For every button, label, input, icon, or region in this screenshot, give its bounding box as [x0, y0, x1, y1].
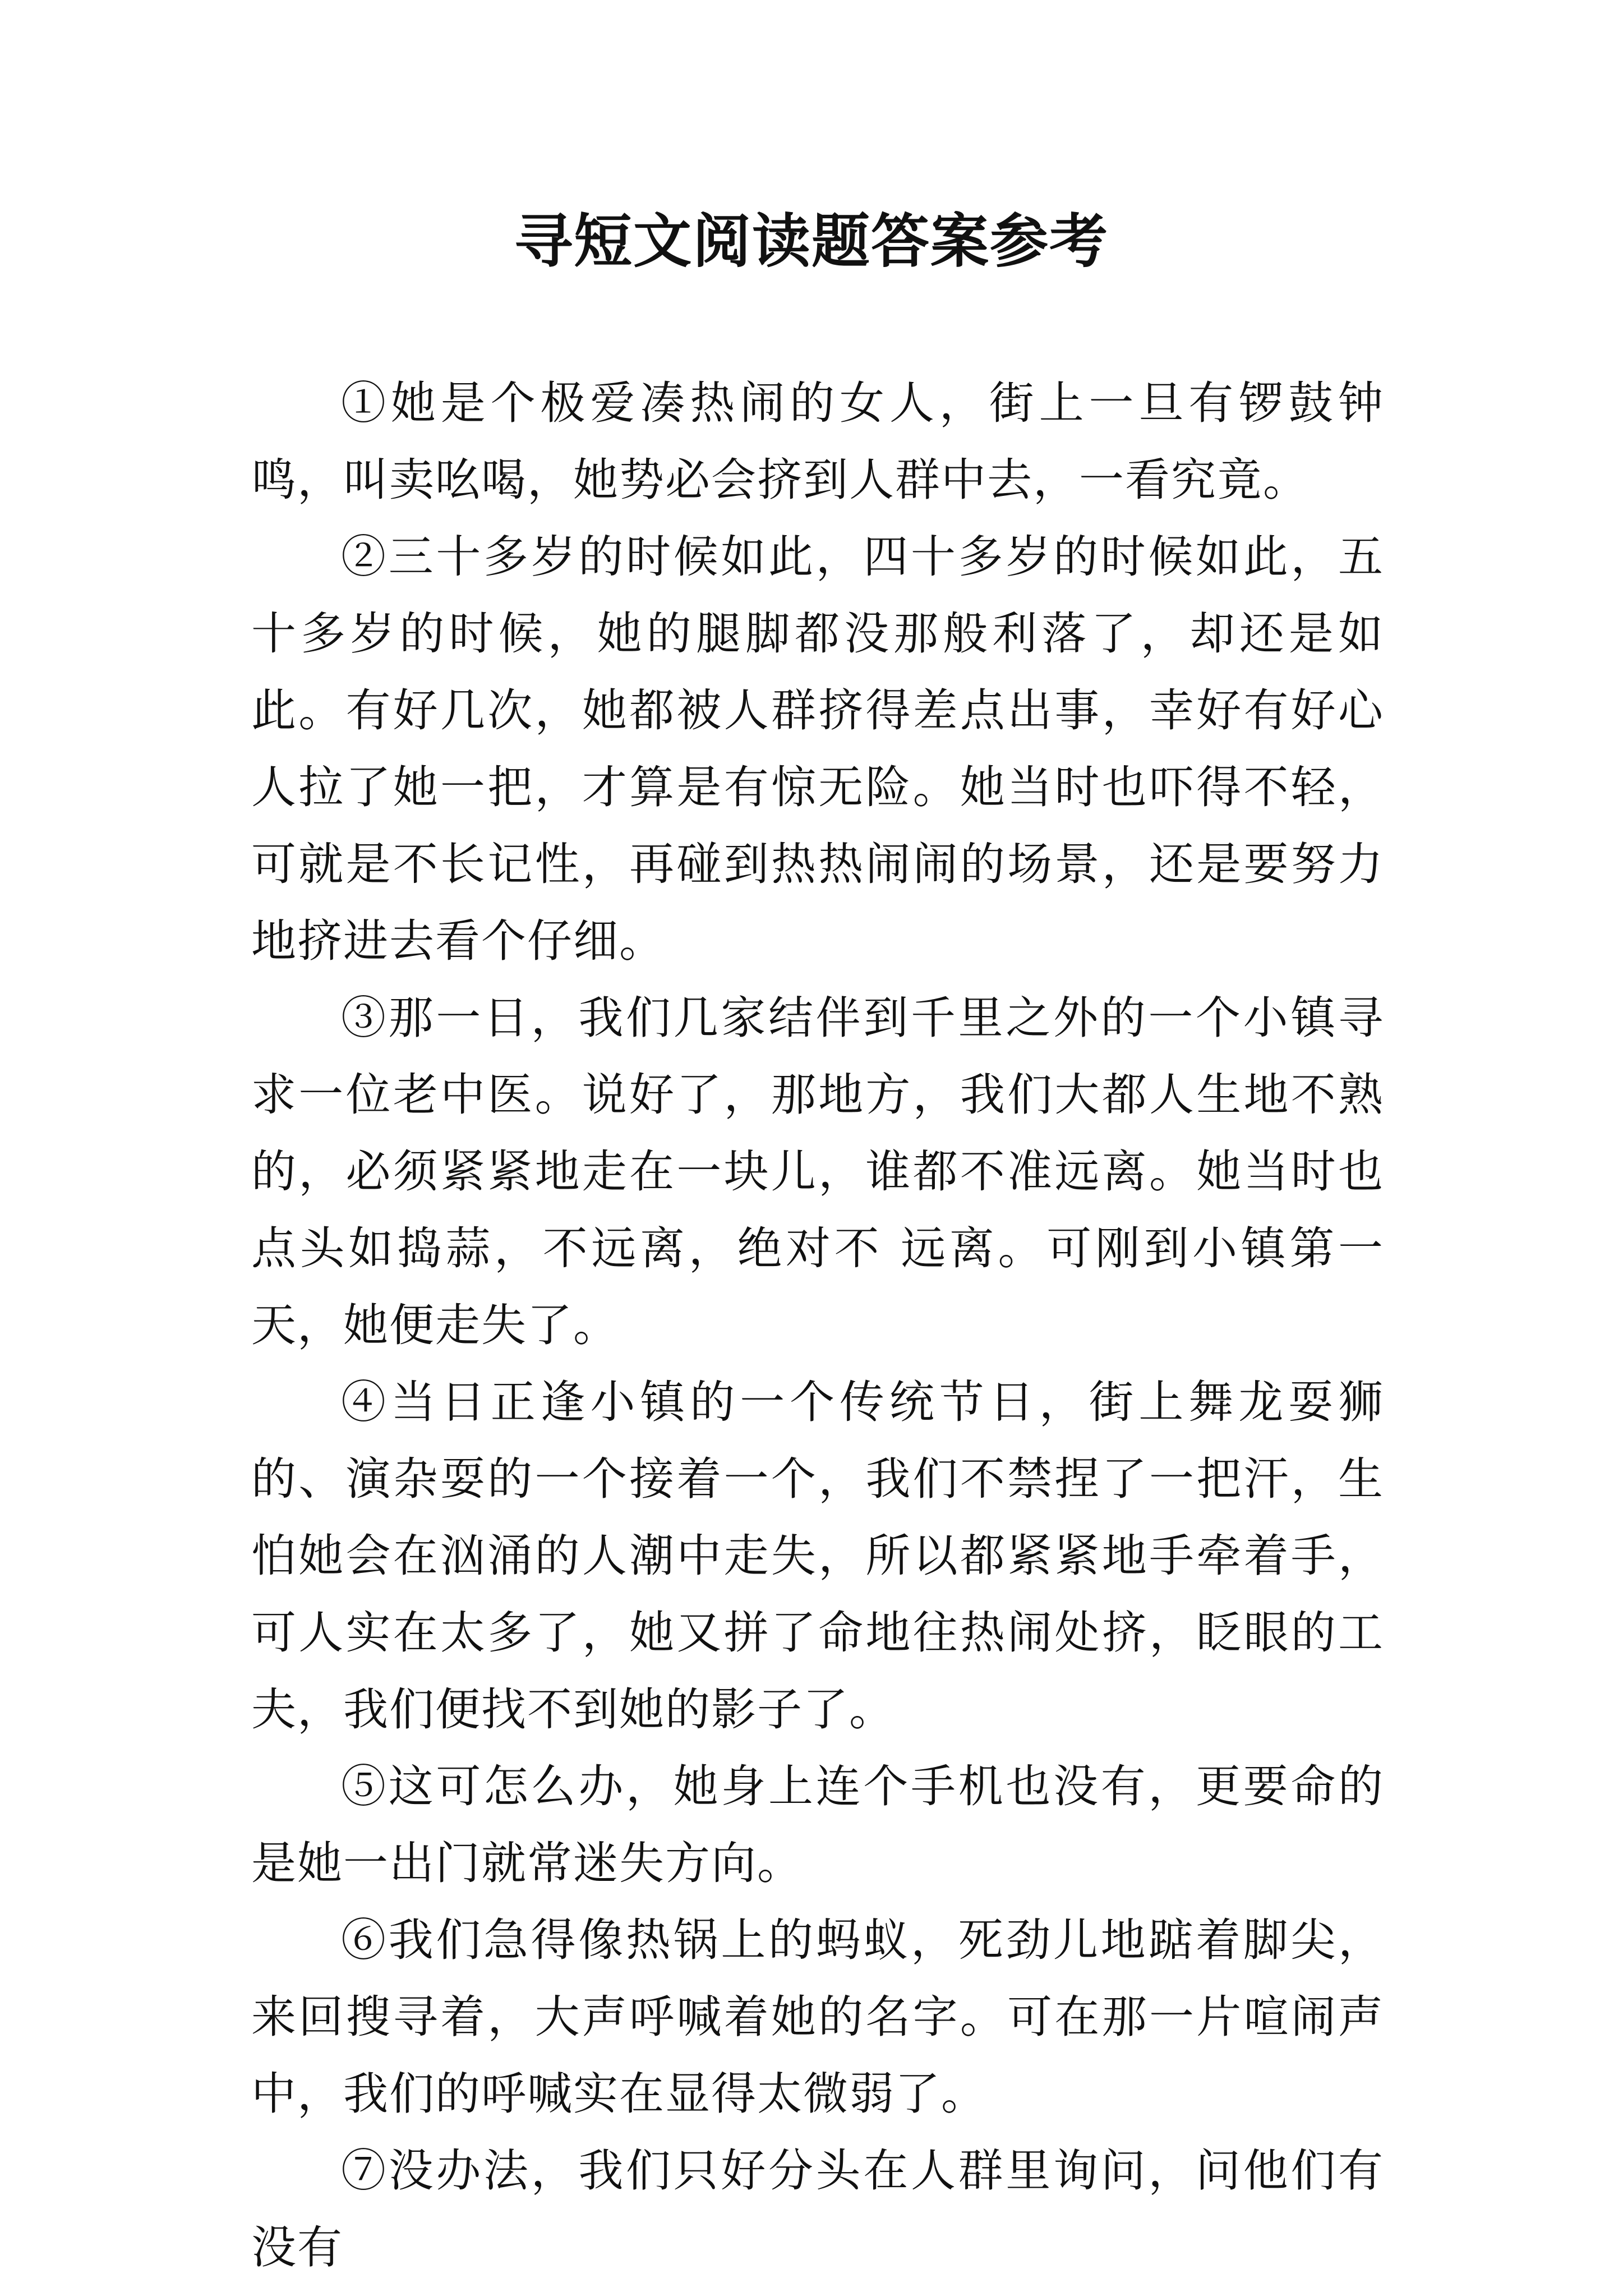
- paragraph-7: ⑦没办法，我们只好分头在人群里询问，问他们有没有: [251, 2145, 1384, 2274]
- page-title: 寻短文阅读题答案参考: [514, 206, 1109, 275]
- paragraph-3: ③那一日，我们几家结伴到千里之外的一个小镇寻求一位老中医。说好了，那地方，我们大都人生地不熟的，必须紧紧地走在一块儿，谁都不准远离。她当时也点头如捣蒜，不远离，绝对不 远离。可刚到小镇第一天，她便走失了。: [251, 992, 1384, 1351]
- paragraph-5: ⑤这可怎么办，她身上连个手机也没有，更要命的是她一出门就常迷失方向。: [251, 1760, 1384, 1889]
- paragraph-1: ①她是个极爱凑热闹的女人，街上一旦有锣鼓钟鸣，叫卖吆喝，她势必会挤到人群中去，一看究竟。: [251, 377, 1384, 506]
- paragraph-4: ④当日正逢小镇的一个传统节日，街上舞龙耍狮的、演杂耍的一个接着一个，我们不禁捏了一把汗，生怕她会在汹涌的人潮中走失，所以都紧紧地手牵着手，可人实在太多了，她又拼了命地往热闹处挤，眨眼的工夫，我们便找不到她的影子了。: [251, 1376, 1384, 1736]
- paragraph-2: ②三十多岁的时候如此，四十多岁的时候如此，五十多岁的时候，她的腿脚都没那般利落了，却还是如此。有好几次，她都被人群挤得差点出事，幸好有好心人拉了她一把，才算是有惊无险。她当时也吓得不轻，可就是不长记性，再碰到热热闹闹的场景，还是要努力地挤进去看个仔细。: [251, 531, 1384, 967]
- article-body: [251, 365, 1384, 2286]
- paragraph-6: ⑥我们急得像热锅上的蚂蚁，死劲儿地踮着脚尖，来回搜寻着，大声呼喊着她的名字。可在那一片喧闹声中，我们的呼喊实在显得太微弱了。: [251, 1914, 1384, 2120]
